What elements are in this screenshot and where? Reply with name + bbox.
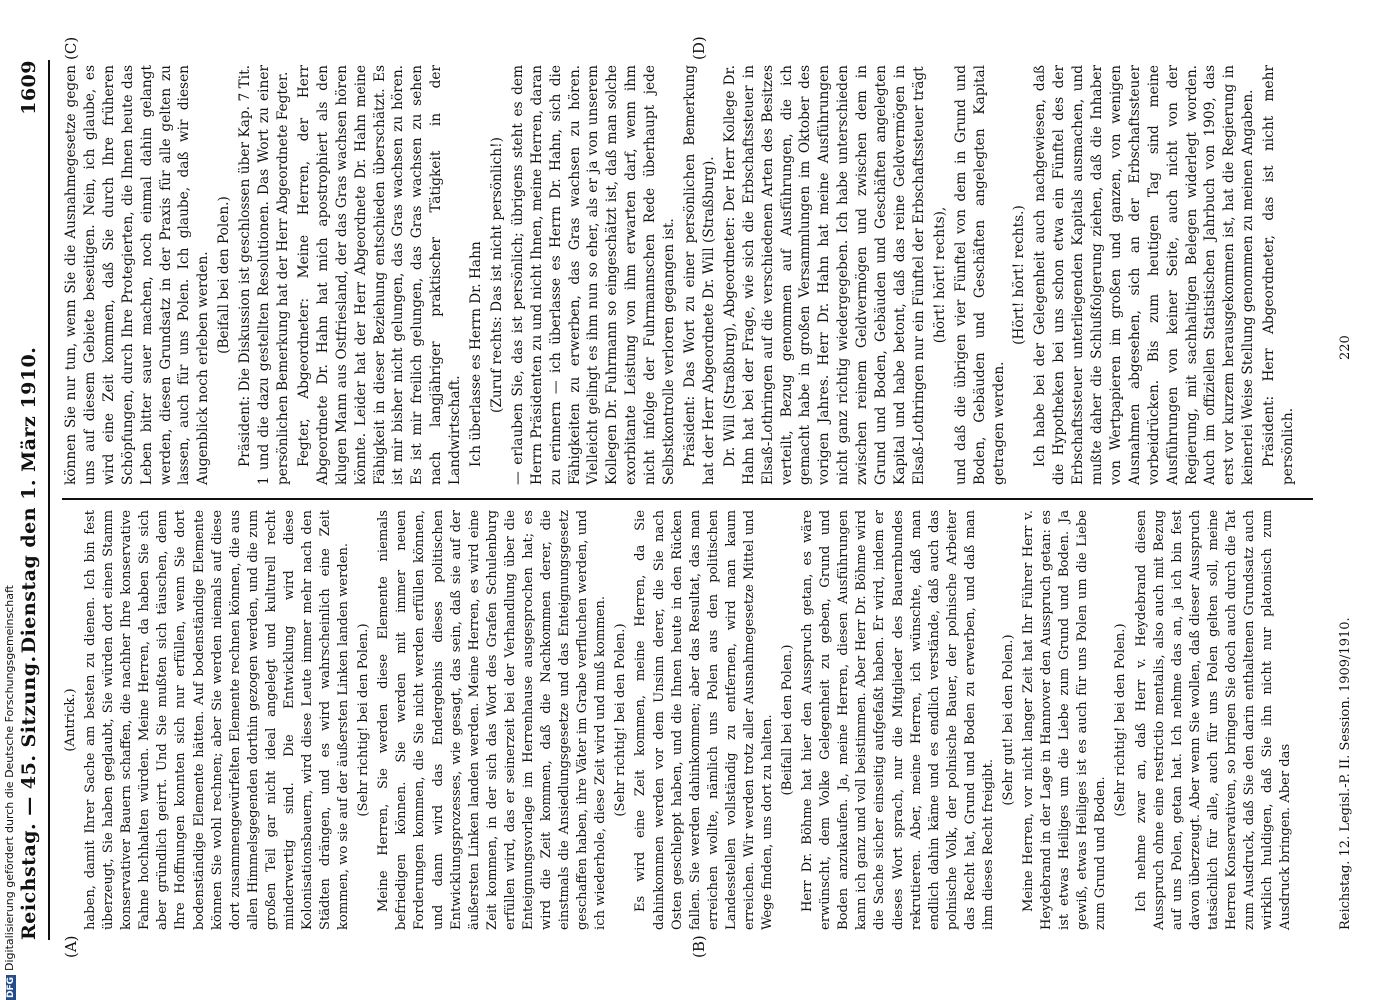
- paragraph: — erlauben Sie, das ist persönlich; übrigens steht es dem Herrn Präsidenten zu und nicht Ihnen, meine Herren, daran zu erinnern — ich überlasse es Herrn Dr. Hahn, sich die Fähigkeiten zu erwerben, das Gras wachsen zu hören. Vielleicht gelingt es ihm nun so eher, als er ja von unserem Kollegen Dr. Fuhrmann so eingeschätzt ist, daß man solche exorbitante Leistung von ihm erwarten darf, wenn ihm nicht infolge der Fuhrmannschen Rede überhaupt jede Selbstkontrolle verloren gegangen ist.: [509, 65, 678, 485]
- paragraph: Meine Herren, vor nicht langer Zeit hat Ihr Führer Herr v. Heydebrand in der Lage in Hannover den Ausspruch getan: es ist etwas Heiliges um die Liebe zum Grund und Boden. Ja gewiß, etwas Heiliges ist es auch für uns Polen um die Liebe zum Grund und Boden.: [1021, 510, 1109, 930]
- paragraph: Ich habe bei der Gelegenheit auch nachgewiesen, daß die Hypotheken bei uns schon etwa ein Fünftel des der Erbschaftssteuer unterliegenden Kapitals ausmachen, und mußte daher die Schlußfolgerung ziehen, daß die Inhaber von Wertpapieren im großen und ganzen, von wenigen Ausnahmen abgesehen, sich an der Erbschaftssteuer vorbeidrücken. Bis zum heutigen Tag sind meine Ausführungen von keiner Seite, auch nicht von der Regierung, mit sachhaltigen Belegen widerlegt worden. Auch im offiziellen Statistischen Jahrbuch von 1909, das erst vor kurzem herausgekommen ist, hat die Regierung in keinerlei Weise Stellung genommen zu meinen Angaben.: [1032, 65, 1257, 485]
- paragraph: und daß die übrigen vier Fünftel von dem in Grund und Boden, Gebäuden und Geschäften angelegten Kapital getragen werden.: [952, 65, 1007, 485]
- side-strip: [0, 0, 18, 1000]
- digitization-note: [3, 10, 16, 1000]
- interjection: (Sehr richtig! bei den Polen.): [356, 623, 372, 817]
- dfg-logo: DFG: [6, 976, 16, 998]
- interjection: (Beifall bei den Polen.): [216, 196, 233, 354]
- footer-page: 220: [1338, 335, 1353, 360]
- header-page-number: 1609: [18, 60, 40, 115]
- left-column: [62, 510, 1297, 930]
- paragraph: Ich überlasse es Herrn Dr. Hahn: [468, 241, 485, 467]
- paragraph: Meine Herren, Sie werden diese Elemente niemals befriedigen können. Sie werden mit immer neuen Forderungen kommen, die Sie nicht werden erfüllen können, und dann wird das Endergebnis dieses politischen Entwicklungsprozesses, wie gesagt, das sein, daß sie auf der äußersten Linken landen werden. Meine Herren, es wird eine Zeit kommen, in der sich das Wort des Grafen Schulenburg erfüllen wird, das er seinerzeit bei der Verhandlung über die Enteignungsvorlage im Herrenhause ausgesprochen hat; es wird die Zeit kommen, daß die Nachkommen derer, die einstmals die Ansiedlungsgesetze und das Enteignungsgesetz geschaffen haben, ihre Väter im Grabe verfluchen werden, und ich wiederhole, diese Zeit wird und muß kommen.: [376, 510, 609, 930]
- interjection: (Antrick.): [63, 688, 78, 752]
- margin-marker-c: (C): [62, 36, 80, 60]
- header-center: Dienstag den 1. März 1910.: [18, 346, 40, 654]
- margin-marker-a: (A): [62, 935, 80, 958]
- interjection: (Sehr richtig! bei den Polen.): [1113, 623, 1129, 817]
- header-rule: [48, 60, 50, 940]
- running-header: [18, 60, 48, 940]
- interjection: (hört! hört! rechts),: [931, 206, 948, 344]
- paragraph: Herr Dr. Böhme hat hier den Ausspruch getan, es wäre erwünscht, dem Volke Gelegenheit zu geben, Grund und Boden anzukaufen. Ja, meine Herren, diesen Ausführungen kann ich ganz und voll beistimmen. Aber Herr Dr. Böhme wird die Sache sicher einseitig aufgefaßt haben. Er wird, indem er dieses Wort sprach, nur die Mitglieder des Bauernbundes rekrutieren. Aber, meine Herren, ich wünschte, daß man endlich dahin käme und es endlich verstände, daß auch das polnische Volk, der polnische Bauer, der polnische Arbeiter das Recht hat, Grund und Boden zu erwerben, und daß man ihm dieses Recht freigibt.: [800, 510, 996, 930]
- paragraph: Fegter, Abgeordneter: Meine Herren, der Herr Abgeordnete Dr. Hahn hat mich apostrophiert als den klugen Mann aus Ostfriesland, der das Gras wachsen hören könnte. Leider hat der Herr Abgeordnete Dr. Hahn meine Fähigkeit in dieser Beziehung entschieden überschätzt. Es ist mir bisher nicht gelungen, das Gras wachsen zu hören. Es ist mir freilich gelungen, das Gras wachsen zu sehen nach langjähriger praktischer Tätigkeit in der Landwirtschaft.: [295, 65, 464, 485]
- paragraph: Präsident: Das Wort zu einer persönlichen Bemerkung hat der Herr Abgeordnete Dr. Will (Straßburg).: [682, 65, 717, 485]
- paragraph: haben, damit Ihrer Sache am besten zu dienen. Ich bin fest überzeugt, Sie haben geglaubt, Sie würden dort einen Stamm konservativer Bauern schaffen, die nachher Ihre konservative Fahne hochhalten würden. Meine Herren, da haben Sie sich aber gründlich geirrt. Und Sie mußten sich täuschen, denn Ihre Hoffnungen konnten sich nur erfüllen, wenn Sie dort bodenständige Elemente hätten. Auf bodenständige Elemente können Sie wohl rechnen; aber Sie werden niemals auf diese dort zusammengewürfelten Elemente rechnen können, die aus allen Himmelsgegenden dorthin gezogen werden, und die zum großen Teil gar nicht ideal angelegt und kulturell recht minderwertig sind. Die Entwicklung wird diese Kolonisationsbauern, wird diese Leute immer mehr nach den Städten drängen, und es wird wahrscheinlich eine Zeit kommen, wo sie auf der äußersten Linken landen werden.: [83, 510, 352, 930]
- footer-imprint: Reichstag. 12. Legisl.-P. II. Session. 1909/1910.: [1338, 617, 1353, 930]
- paragraph: Präsident: Die Diskussion ist geschlossen über Kap. 7 Tit. 1 und die dazu gestellten Resolutionen. Das Wort zu einer persönlichen Bemerkung hat der Herr Abgeordnete Fegter.: [237, 65, 291, 485]
- margin-marker-b: (B): [690, 935, 708, 958]
- paragraph: Präsident: Herr Abgeordneter, das ist nicht mehr persönlich.: [1261, 65, 1297, 485]
- paragraph: können Sie nur tun, wenn Sie die Ausnahmegesetze gegen uns auf diesem Gebiete beseitigen. Nein, ich glaube, es wird eine Zeit kommen, daß Sie durch Ihre früheren Schöpfungen, durch Ihre Protegierten, die Ihnen heute das Leben bitter sauer machen, noch einmal dahin gelangt werden, diesen Grundsatz in der Praxis für alle gelten zu lassen, auch für uns Polen. Ich glaube, daß wir diesen Augenblick noch erleben werden.: [63, 65, 212, 485]
- paragraph: Dr. Will (Straßburg), Abgeordneter: Der Herr Kollege Dr. Hahn hat bei der Frage, wie sich die Erbschaftssteuer in Elsaß-Lothringen auf die verschiedenen Arten des Besitzes verteilt, Bezug genommen auf Ausführungen, die ich gemacht habe in großen Versammlungen im Oktober des vorigen Jahres. Herr Dr. Hahn hat meine Ausführungen nicht ganz richtig wiedergegeben. Ich habe unterschieden zwischen reinem Geldvermögen und zwischen dem in Grund und Boden, Gebäuden und Geschäften angelegten Kapital und habe betont, daß das reine Geldvermögen in Elsaß-Lothringen nur ein Fünftel der Erbschaftssteuer trägt: [721, 65, 927, 485]
- paragraph: Es wird eine Zeit kommen, meine Herren, da Sie dahinkommen werden vor dem Unsinn derer, die Sie nach Osten geschleppt haben, und die Ihnen heute in den Rücken fallen. Sie werden dahinkommen; aber das Resultat, das man erreichen wollte, nämlich uns Polen aus den politischen Landesstellen vollständig zu entfernen, wird man kaum erreichen. Wir werden trotz aller Ausnahmegesetze Mittel und Wege finden, uns dort zu halten.: [633, 510, 775, 930]
- paragraph: Ich nehme zwar an, daß Herr v. Heydebrand diesen Ausspruch ohne eine restrictio mentalis, also auch mit Bezug auf uns Polen, getan hat. Ich nehme das an, ja ich bin fest davon überzeugt. Aber wenn Sie wollen, daß dieser Ausspruch tatsächlich für alle, auch für uns Polen gelten soll, meine Herren Konservativen, so bringen Sie doch auch durch die Tat zum Ausdruck, daß Sie den darin enthaltenen Grundsatz auch wirklich huldigen, daß Sie ihn nicht nur platonisch zum Ausdruck bringen. Aber das: [1133, 510, 1294, 930]
- digitization-text: Digitalisierung gefördert durch die Deutsche Forschungsgemeinschaft: [3, 585, 16, 971]
- margin-marker-d: (D): [690, 36, 708, 60]
- column-separator: [62, 498, 1313, 500]
- interjection: (Sehr richtig! bei den Polen.): [613, 623, 629, 817]
- interjection: (Zuruf rechts: Das ist nicht persönlich!): [488, 137, 505, 413]
- header-left: Reichstag. — 45. Sitzung.: [18, 655, 40, 940]
- interjection: (Sehr gut! bei den Polen.): [1000, 634, 1016, 806]
- right-column: [62, 65, 1300, 485]
- interjection: (Hört! hört! rechts.): [1011, 205, 1028, 345]
- interjection: (Beifall bei den Polen.): [780, 644, 796, 796]
